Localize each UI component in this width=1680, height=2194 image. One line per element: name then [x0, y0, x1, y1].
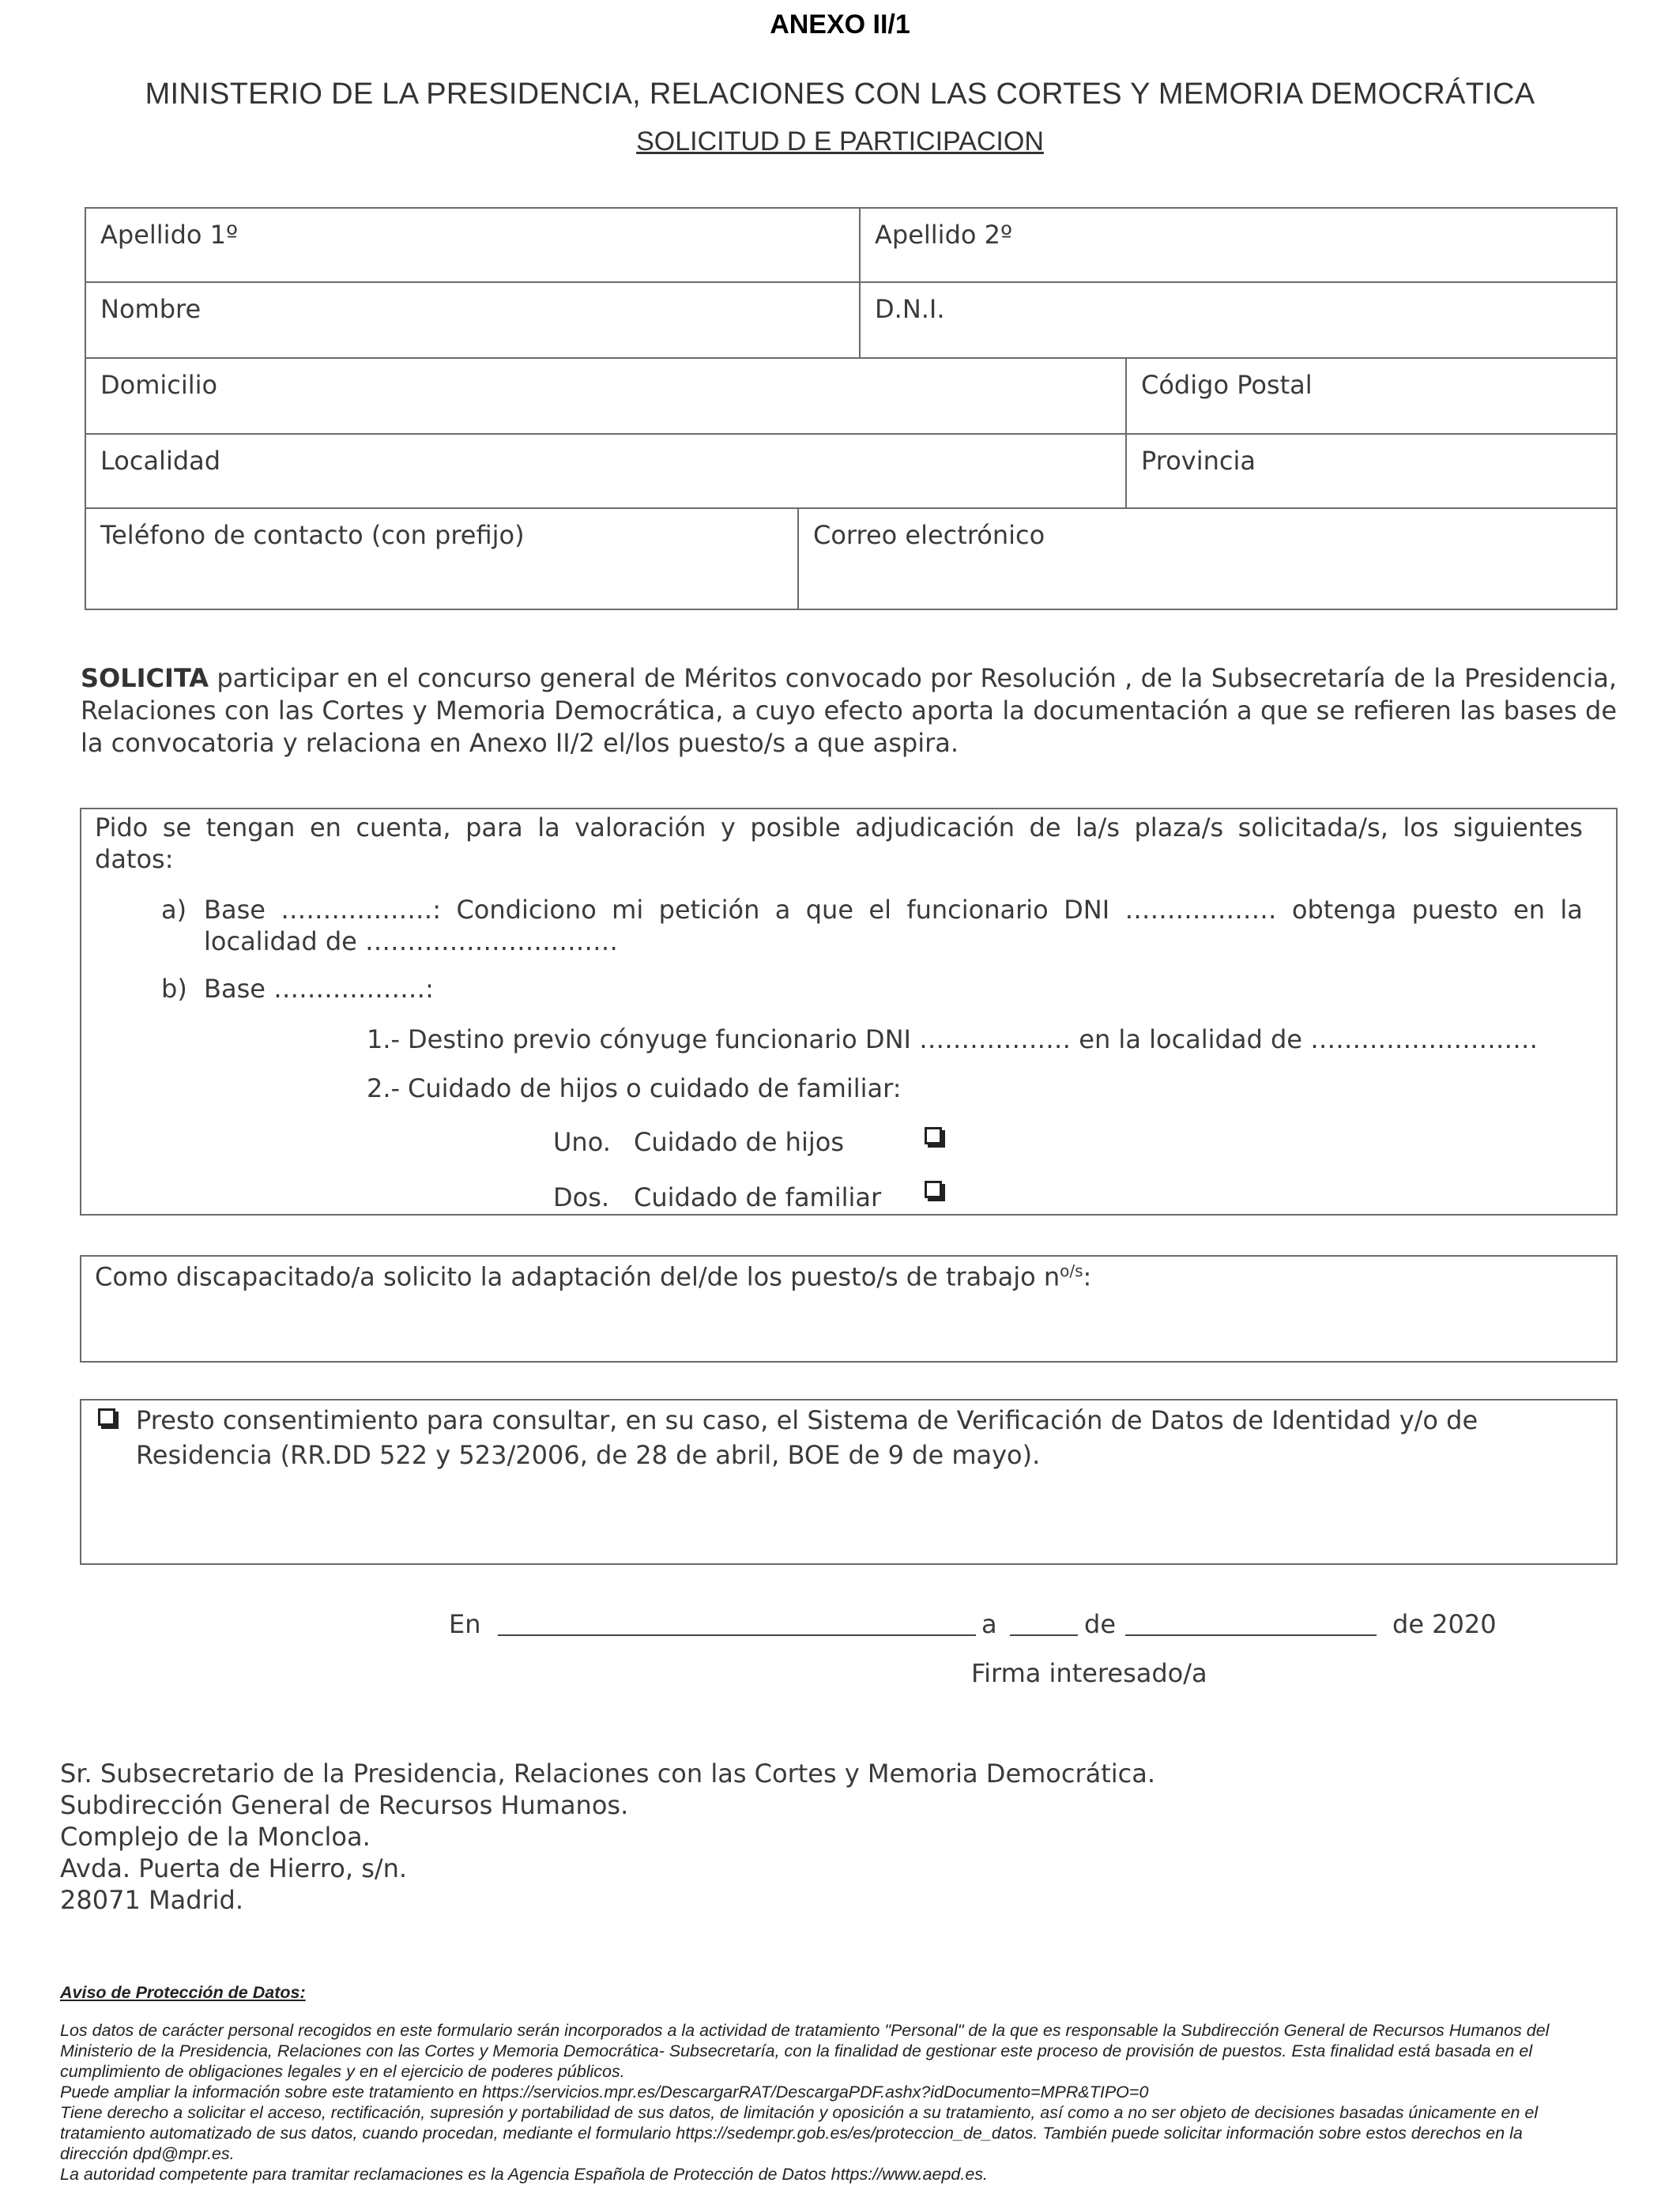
privacy-line: Los datos de carácter personal recogidos en este formulario serán incorporados a la actividad de tratamiento "Personal" de la que es responsable la Subdirección General de Recursos Humanos del — [60, 2021, 1550, 2040]
consent-checkbox[interactable] — [98, 1408, 115, 1426]
word: plaza/s — [1134, 812, 1224, 843]
correo-field[interactable] — [797, 507, 1618, 610]
dos-label: Dos. — [553, 1182, 610, 1212]
privacy-line: Tiene derecho a solicitar el acceso, rectificación, supresión y portabilidad de sus datos, de limitación y oposición a su tratamiento, así como a no ser objeto de decisiones basadas únicamente en el — [60, 2103, 1539, 2122]
domicilio-field[interactable] — [85, 357, 1127, 435]
word: solicitada/s, — [1237, 812, 1388, 843]
dni-label: D.N.I. — [875, 294, 945, 324]
apellido2-label: Apellido 2º — [875, 220, 1013, 250]
sig-de-label: de — [1084, 1609, 1116, 1639]
privacy-notice — [60, 2020, 1625, 2185]
item2-number: 2.- — [367, 1073, 401, 1103]
recipient-address — [60, 1758, 1155, 1916]
word: petición — [658, 895, 760, 925]
word: funcionario — [906, 895, 1049, 925]
word: posible — [750, 812, 841, 843]
dos-text: Cuidado de familiar — [634, 1182, 882, 1212]
cuidado-hijos-checkbox[interactable] — [925, 1127, 942, 1144]
solicita-bold: SOLICITA — [81, 663, 209, 693]
consent-line2: Residencia (RR.DD 522 y 523/2006, de 28 de abril, BOE de 9 de mayo). — [136, 1440, 1041, 1470]
privacy-line: dirección dpd@mpr.es. — [60, 2144, 235, 2163]
option-b-marker: b) — [161, 974, 187, 1004]
domicilio-label: Domicilio — [100, 370, 218, 400]
ministry-title: MINISTERIO DE LA PRESIDENCIA, RELACIONES CON LAS CORTES Y MEMORIA DEMOCRÁTICA — [145, 77, 1535, 111]
apellido1-field[interactable] — [85, 207, 861, 283]
discapacitado-main: Como discapacitado/a solicito la adaptación del/de los puesto/s de trabajo n — [95, 1261, 1060, 1292]
word: tengan — [205, 812, 296, 843]
word: la — [1560, 895, 1583, 925]
form-title: SOLICITUD D E PARTICIPACION — [636, 126, 1044, 156]
word: para — [465, 812, 523, 843]
option-a-line1 — [204, 895, 1583, 925]
word: Base — [204, 895, 266, 925]
uno-text: Cuidado de hijos — [634, 1127, 844, 1157]
telefono-label: Teléfono de contacto (con prefijo) — [100, 520, 525, 550]
sig-place-line[interactable] — [498, 1634, 976, 1636]
correo-label: Correo electrónico — [813, 520, 1045, 550]
word: se — [162, 812, 192, 843]
word: Pido — [95, 812, 149, 843]
option-a-line2: localidad de ………………………… — [204, 926, 619, 956]
address-line: Subdirección General de Recursos Humanos. — [60, 1790, 629, 1820]
item1-number: 1.- — [367, 1024, 401, 1054]
signature-label: Firma interesado/a — [971, 1658, 1207, 1688]
privacy-line: Ministerio de la Presidencia, Relaciones con las Cortes y Memoria Democrática- Subsecretaría, con la finalidad de gestionar este proceso de provisión de puestos. Esta finalidad está basada en el — [60, 2041, 1533, 2060]
word: que — [805, 895, 854, 925]
privacy-title: Aviso de Protección de Datos: — [60, 1983, 306, 2002]
word: puesto — [1411, 895, 1498, 925]
word: ……………… — [1124, 895, 1277, 925]
privacy-line: Puede ampliar la información sobre este tratamiento en https://servicios.mpr.es/DescargarRAT/DescargaPDF.ashx?idDocumento=MPR&TIPO=0 — [60, 2083, 1149, 2102]
option-a-marker: a) — [161, 895, 187, 925]
word: la — [537, 812, 560, 843]
word: DNI — [1064, 895, 1110, 925]
discapacitado-text — [95, 1261, 1091, 1292]
word: adjudicación — [855, 812, 1015, 843]
word: valoración — [574, 812, 706, 843]
address-line: Complejo de la Moncloa. — [60, 1822, 371, 1852]
annex-title: ANEXO II/1 — [770, 9, 910, 40]
codigo-postal-field[interactable] — [1125, 357, 1618, 435]
consent-line1: Presto consentimiento para consultar, en su caso, el Sistema de Verificación de Datos de Identidad y/o de — [136, 1405, 1478, 1435]
word: obtenga — [1291, 895, 1397, 925]
word: cuenta, — [356, 812, 451, 843]
discapacitado-sup: o/s — [1060, 1261, 1083, 1280]
apellido1-label: Apellido 1º — [100, 220, 239, 250]
address-line: 28071 Madrid. — [60, 1885, 244, 1915]
codigo-postal-label: Código Postal — [1141, 370, 1313, 400]
cuidado-familiar-checkbox[interactable] — [925, 1181, 942, 1198]
word: a — [774, 895, 791, 925]
word: ………………: — [281, 895, 442, 925]
sig-month-line[interactable] — [1125, 1634, 1377, 1636]
privacy-line: cumplimiento de obligaciones legales y en el ejercicio de poderes públicos. — [60, 2062, 625, 2081]
item2-text: Cuidado de hijos o cuidado de familiar: — [408, 1073, 902, 1103]
word: en — [309, 812, 341, 843]
word: el — [868, 895, 891, 925]
word: Condiciono — [456, 895, 597, 925]
sig-en-label: En — [449, 1609, 481, 1639]
solicita-text: participar en el concurso general de Méritos convocado por Resolución , de la Subsecretaría de la Presidencia, Relaciones con las Cortes y Memoria Democrática, a cuyo efecto aporta la documentación a que se refieren las bases de la convocatoria y relaciona en Anexo II/2 el/los puesto/s a que aspira. — [81, 663, 1617, 758]
word: mi — [612, 895, 644, 925]
option-b-text: Base ………………: — [204, 974, 434, 1004]
dni-field[interactable] — [859, 281, 1618, 359]
solicita-paragraph — [81, 662, 1617, 760]
sig-year-label: de 2020 — [1392, 1609, 1497, 1639]
pido-intro-line1 — [95, 812, 1583, 843]
word: y — [720, 812, 736, 843]
sig-day-line[interactable] — [1010, 1634, 1078, 1636]
sig-a-label: a — [981, 1609, 997, 1639]
discapacitado-colon: : — [1083, 1261, 1092, 1292]
uno-label: Uno. — [553, 1127, 611, 1157]
word: en — [1513, 895, 1546, 925]
word: de — [1029, 812, 1061, 843]
pido-box — [80, 808, 1618, 1216]
nombre-field[interactable] — [85, 281, 861, 359]
provincia-label: Provincia — [1141, 446, 1256, 476]
pido-intro-line2: datos: — [95, 844, 174, 874]
address-line: Sr. Subsecretario de la Presidencia, Relaciones con las Cortes y Memoria Democrática. — [60, 1759, 1156, 1789]
privacy-line: La autoridad competente para tramitar reclamaciones es la Agencia Española de Protección de Datos https://www.aepd.es. — [60, 2165, 989, 2184]
address-line: Avda. Puerta de Hierro, s/n. — [60, 1853, 408, 1883]
privacy-line: tratamiento automatizado de sus datos, cuando procedan, mediante el formulario https://sedempr.gob.es/es/proteccion_de_datos. También puede solicitar información sobre estos derechos en la — [60, 2124, 1523, 2143]
localidad-field[interactable] — [85, 433, 1127, 509]
localidad-label: Localidad — [100, 446, 221, 476]
apellido2-field[interactable] — [859, 207, 1618, 283]
item1-text: Destino previo cónyuge funcionario DNI ……………… en la localidad de ……………………… — [408, 1024, 1539, 1054]
word: siguientes — [1453, 812, 1583, 843]
word: los — [1403, 812, 1439, 843]
nombre-label: Nombre — [100, 294, 202, 324]
provincia-field[interactable] — [1125, 433, 1618, 509]
word: la/s — [1075, 812, 1120, 843]
telefono-field[interactable] — [85, 507, 799, 610]
